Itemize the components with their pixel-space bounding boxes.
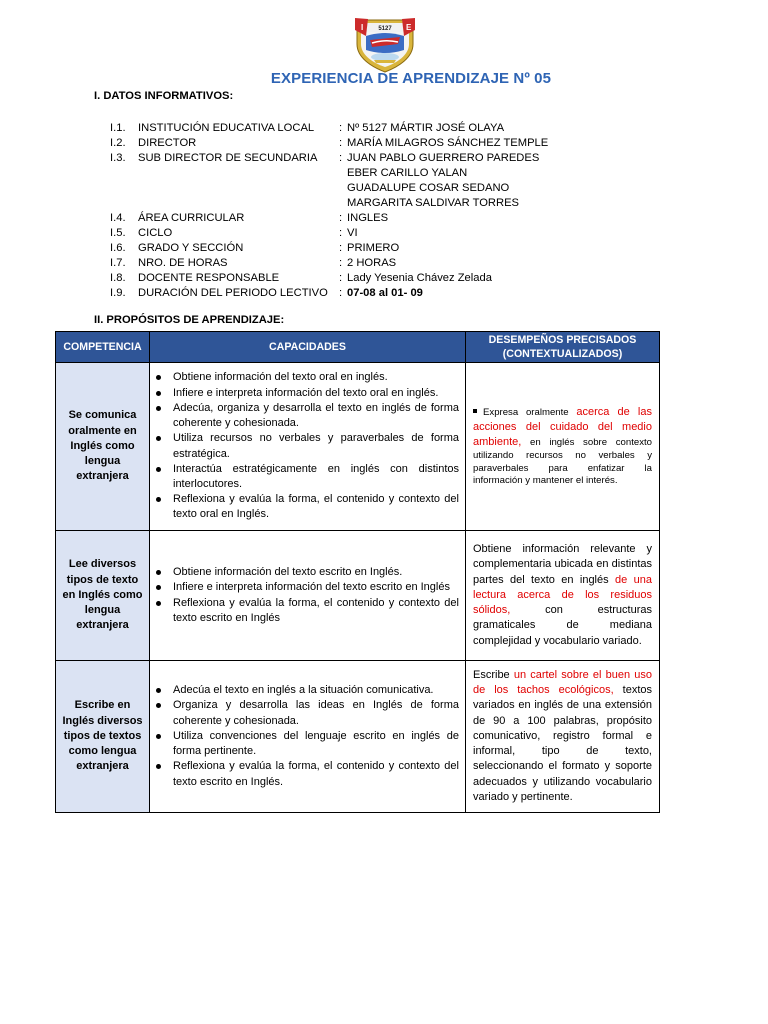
capacidad-item: Reflexiona y evalúa la forma, el contenido y contexto del texto escrito en Inglés. <box>154 759 459 789</box>
desempeno-cell <box>466 363 660 531</box>
info-label: DIRECTOR <box>138 137 197 149</box>
info-colon: : <box>339 227 343 239</box>
desempeno-text: en inglés sobre contexto utilizando recursos no verbales y paraverbales para enfatizar la información y mantener el interés. <box>473 437 652 487</box>
info-label: DURACIÓN DEL PERIODO LECTIVO <box>138 287 328 299</box>
info-colon: : <box>339 212 343 224</box>
capacidad-item: Organiza y desarrolla las ideas en Inglés de forma coherente y cohesionada. <box>154 698 459 728</box>
capacidades-list <box>154 565 459 626</box>
desempeno-cell <box>466 661 660 813</box>
desempeno-text: Escribe <box>473 669 514 682</box>
desempeno-text: con estructuras gramaticales de mediana complejidad y vocabulario variado. <box>473 604 652 647</box>
page-title: EXPERIENCIA DE APRENDIZAJE Nº 05 <box>270 70 552 87</box>
school-crest-logo <box>352 10 418 74</box>
info-colon: : <box>339 137 343 149</box>
capacidad-item: Adecúa el texto en inglés a la situación comunicativa. <box>154 683 459 698</box>
capacidad-item: Infiere e interpreta información del texto oral en inglés. <box>154 386 459 401</box>
info-colon: : <box>339 287 343 299</box>
info-colon: : <box>339 242 343 254</box>
info-label: GRADO Y SECCIÓN <box>138 242 244 254</box>
capacidad-item: Adecúa, organiza y desarrolla el texto en inglés de forma coherente y cohesionada. <box>154 401 459 431</box>
info-colon: : <box>339 257 343 269</box>
desempeno-highlight: acerca de las acciones del cuidado del medio ambiente, <box>473 406 652 449</box>
svg-text:I: I <box>361 23 364 32</box>
capacidades-list <box>154 370 459 522</box>
desempeno-cell <box>466 531 660 661</box>
crest-number: 5127 <box>378 26 392 32</box>
info-colon: : <box>339 272 343 284</box>
info-label: DOCENTE RESPONSABLE <box>138 272 280 284</box>
info-value: 2 HORAS <box>347 257 397 269</box>
capacidad-item: Interactúa estratégicamente en inglés con distintos interlocutores. <box>154 462 459 492</box>
info-value: Nº 5127 MÁRTIR JOSÉ OLAYA <box>347 122 505 134</box>
competencia-cell: Escribe en Inglés diversos tipos de textos como lengua extranjera <box>56 661 150 813</box>
info-value: VI <box>347 227 358 239</box>
info-label: SUB DIRECTOR DE SECUNDARIA <box>138 152 318 164</box>
capacidad-item: Reflexiona y evalúa la forma, el contenido y contexto del texto oral en Inglés. <box>154 492 459 522</box>
capacidad-item: Reflexiona y evalúa la forma, el contenido y contexto del texto escrito en Inglés <box>154 596 459 626</box>
capacidad-item: Utiliza recursos no verbales y paraverbales de forma estratégica. <box>154 431 459 461</box>
info-number: I.1. <box>110 122 126 134</box>
info-label: NRO. DE HORAS <box>138 257 228 269</box>
info-label: INSTITUCIÓN EDUCATIVA LOCAL <box>138 122 315 134</box>
square-bullet-icon <box>473 409 477 413</box>
subdirector-name: GUADALUPE COSAR SEDANO <box>347 182 510 194</box>
desempeno-highlight: un cartel sobre el buen uso de los tachos ecológicos, <box>473 669 652 697</box>
desempeno-highlight: de una lectura acerca de los residuos sólidos, <box>473 573 652 617</box>
info-colon: : <box>339 122 343 134</box>
info-value: PRIMERO <box>347 242 400 254</box>
desempeno-text: textos variados en inglés de una extensión de 90 a 100 palabras, propósito comunicativo, registro formal e informal, tipo de texto, seleccionando el formato y soporte adecuados y utilizando vocabulario variado y pertinente. <box>473 684 652 803</box>
info-value: Lady Yesenia Chávez Zelada <box>347 272 492 284</box>
info-value: JUAN PABLO GUERRERO PAREDES <box>347 152 540 164</box>
info-label: ÁREA CURRICULAR <box>138 212 245 224</box>
info-number: I.5. <box>110 227 126 239</box>
info-number: I.3. <box>110 152 126 164</box>
info-number: I.6. <box>110 242 126 254</box>
propositos-table <box>55 331 660 813</box>
info-number: I.7. <box>110 257 126 269</box>
info-label: CICLO <box>138 227 173 239</box>
info-number: I.4. <box>110 212 126 224</box>
capacidades-cell <box>150 531 466 661</box>
table-row <box>56 531 660 661</box>
info-number: I.2. <box>110 137 126 149</box>
info-number: I.8. <box>110 272 126 284</box>
info-value: MARÍA MILAGROS SÁNCHEZ TEMPLE <box>347 137 549 149</box>
capacidad-item: Obtiene información del texto oral en inglés. <box>154 370 459 385</box>
capacidades-cell <box>150 661 466 813</box>
capacidades-cell <box>150 363 466 531</box>
capacidad-item: Utiliza convenciones del lenguaje escrito en inglés de forma pertinente. <box>154 729 459 759</box>
svg-text:E: E <box>406 23 412 32</box>
info-value: INGLES <box>347 212 389 224</box>
capacidades-list <box>154 683 459 789</box>
table-row <box>56 661 660 813</box>
competencia-cell: Lee diversos tipos de texto en Inglés como lengua extranjera <box>56 531 150 661</box>
section-heading-propositos: II. PROPÓSITOS DE APRENDIZAJE: <box>94 314 285 326</box>
info-colon: : <box>339 152 343 164</box>
header-competencia: COMPETENCIA <box>56 332 150 363</box>
table-row <box>56 363 660 531</box>
info-number: I.9. <box>110 287 126 299</box>
capacidad-item: Obtiene información del texto escrito en Inglés. <box>154 565 459 580</box>
desempeno-text: Expresa oralmente <box>483 407 577 419</box>
competencia-cell: Se comunica oralmente en Inglés como lengua extranjera <box>56 363 150 531</box>
subdirector-name: MARGARITA SALDIVAR TORRES <box>347 197 519 209</box>
header-capacidades: CAPACIDADES <box>150 332 466 363</box>
section-heading-datos: I. DATOS INFORMATIVOS: <box>94 90 234 102</box>
info-value: 07-08 al 01- 09 <box>347 287 423 299</box>
desempeno-text: Obtiene información relevante y complementaria ubicada en distintas partes del texto en inglés <box>473 543 652 586</box>
header-desempenos: DESEMPEÑOS PRECISADOS (CONTEXTUALIZADOS) <box>466 332 660 363</box>
capacidad-item: Infiere e interpreta información del texto escrito en Inglés <box>154 580 459 595</box>
subdirector-name: EBER CARILLO YALAN <box>347 167 468 179</box>
